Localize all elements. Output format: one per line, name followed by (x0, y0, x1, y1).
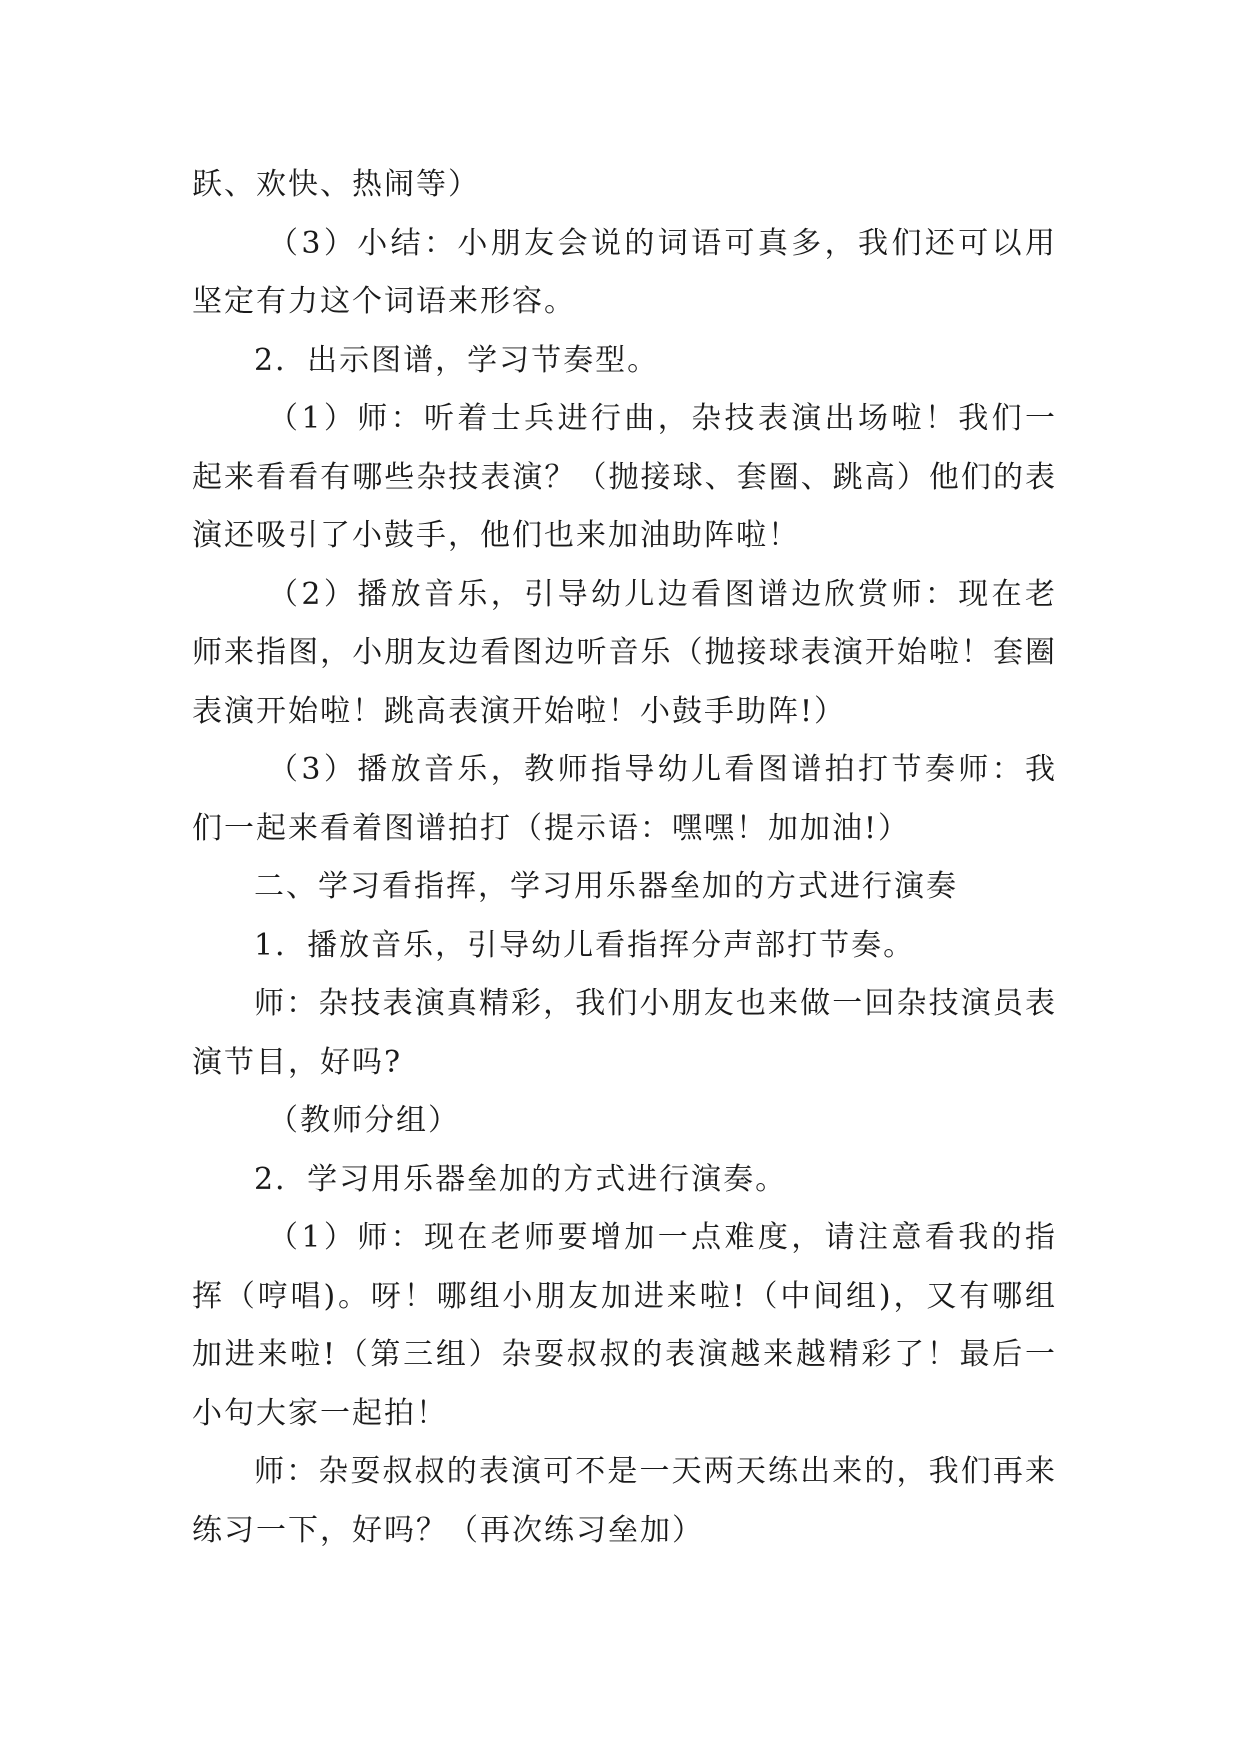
paragraph-teacher-speech-1: 师：杂技表演真精彩，我们小朋友也来做一回杂技演员表演节目，好吗? (192, 986, 1057, 1080)
paragraph-teacher-grouping: （教师分组） (268, 1103, 460, 1138)
paragraph-continuation: 跃、欢快、热闹等） (192, 167, 480, 202)
section-heading-2: 二、学习看指挥，学习用乐器垒加的方式进行演奏 (254, 869, 958, 904)
paragraph-section-2-step-2-1: （1）师：现在老师要增加一点难度，请注意看我的指挥（哼唱)。呀！哪组小朋友加进来啦!（中间组)，又有哪组加进来啦!（第三组）杂耍叔叔的表演越来越精彩了！最后一小句大家一起拍！ (192, 1220, 1057, 1431)
paragraph-section-2-step-2: 2．学习用乐器垒加的方式进行演奏。 (254, 1161, 788, 1197)
paragraph-summary: （3）小结：小朋友会说的词语可真多，我们还可以用坚定有力这个词语来形容。 (192, 225, 1057, 319)
paragraph-teacher-speech-2: 师：杂耍叔叔的表演可不是一天两天练出来的，我们再来练习一下，好吗？（再次练习垒加） (192, 1454, 1057, 1548)
paragraph-step-2-1: （1）师：听着士兵进行曲，杂技表演出场啦！我们一起来看看有哪些杂技表演？（抛接球、套圈、跳高）他们的表演还吸引了小鼓手，他们也来加油助阵啦！ (192, 401, 1057, 553)
paragraph-section-2-step-1: 1．播放音乐，引导幼儿看指挥分声部打节奏。 (254, 927, 916, 963)
paragraph-step-2-3: （3）播放音乐，教师指导幼儿看图谱拍打节奏师：我们一起来看着图谱拍打（提示语：嘿嘿！加加油!） (192, 752, 1057, 846)
paragraph-step-2-2: （2）播放音乐，引导幼儿边看图谱边欣赏师：现在老师来指图，小朋友边看图边听音乐（抛接球表演开始啦！套圈表演开始啦！跳高表演开始啦！小鼓手助阵!） (192, 576, 1057, 729)
document-body (192, 156, 1057, 1560)
paragraph-step-2: 2．出示图谱，学习节奏型。 (254, 342, 660, 378)
